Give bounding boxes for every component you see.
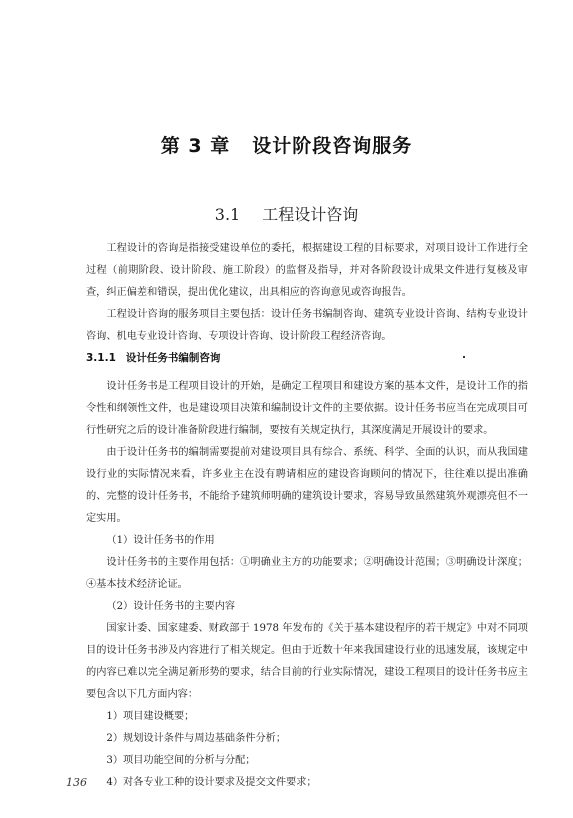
paragraph: 设计任务书的主要作用包括：①明确业主方的功能要求；②明确设计范围；③明确设计深度；④基本技术经济论证。 bbox=[86, 557, 528, 590]
subsection-name: 设计任务书编制咨询 bbox=[125, 352, 221, 364]
chapter-name: 设计阶段咨询服务 bbox=[252, 135, 413, 157]
subsection-number: 3.1.1 bbox=[86, 352, 116, 364]
section-number: 3.1 bbox=[214, 205, 241, 224]
list-heading: （2）设计任务书的主要内容 bbox=[106, 601, 236, 612]
section-title bbox=[0, 202, 573, 225]
list-item: 3）项目功能空间的分析与分配； bbox=[106, 755, 256, 766]
chapter-number: 第 3 章 bbox=[160, 135, 231, 157]
list-item: 4）对各专业工种的设计要求及提交文件要求； bbox=[106, 777, 317, 788]
list-item: 1）项目建设概要； bbox=[106, 711, 195, 722]
paragraph: 由于设计任务书的编制需要提前对建设项目具有综合、系统、科学、全面的认识，而从我国建设行业的实际情况来看，许多业主在没有聘请相应的建设咨询顾问的情况下，往往难以提出准确的、完整的设计任务书，不能给予建筑师明确的建筑设计要求，容易导致虽然建筑外观漂亮但不一定实用。 bbox=[86, 447, 528, 524]
section-name: 工程设计咨询 bbox=[262, 205, 359, 224]
intro-block bbox=[86, 238, 528, 348]
subsection-title bbox=[86, 350, 220, 365]
chapter-title bbox=[0, 131, 573, 158]
body-block bbox=[86, 376, 528, 794]
paragraph: 国家计委、国家建委、财政部于 1978 年发布的《关于基本建设程序的若干规定》中对不同项目的设计任务书涉及内容进行了相关规定。但由于近数十年来我国建设行业的迅速发展，该规定中的内容已难以完全满足新形势的要求，结合目前的行业实际情况，建设工程项目的设计任务书应主要包含以下几方面内容： bbox=[86, 623, 528, 700]
paragraph: 工程设计的咨询是指接受建设单位的委托，根据建设工程的目标要求，对项目设计工作进行全过程（前期阶段、设计阶段、施工阶段）的监督及指导，并对各阶段设计成果文件进行复核及审查，纠正偏差和错误，提出优化建议，出具相应的咨询意见或咨询报告。 bbox=[86, 243, 528, 298]
stray-mark bbox=[463, 356, 465, 358]
list-item: 2）规划设计条件与周边基础条件分析； bbox=[106, 733, 287, 744]
page-number: 136 bbox=[66, 776, 87, 789]
list-heading: （1）设计任务书的作用 bbox=[106, 535, 215, 546]
paragraph: 工程设计咨询的服务项目主要包括：设计任务书编制咨询、建筑专业设计咨询、结构专业设计咨询、机电专业设计咨询、专项设计咨询、设计阶段工程经济咨询。 bbox=[86, 309, 528, 342]
paragraph: 设计任务书是工程项目设计的开始，是确定工程项目和建设方案的基本文件，是设计工作的指令性和纲领性文件，也是建设项目决策和编制设计文件的主要依据。设计任务书应当在完成项目可行性研究之后的设计准备阶段进行编制，要按有关规定执行，其深度满足开展设计的要求。 bbox=[86, 381, 528, 436]
